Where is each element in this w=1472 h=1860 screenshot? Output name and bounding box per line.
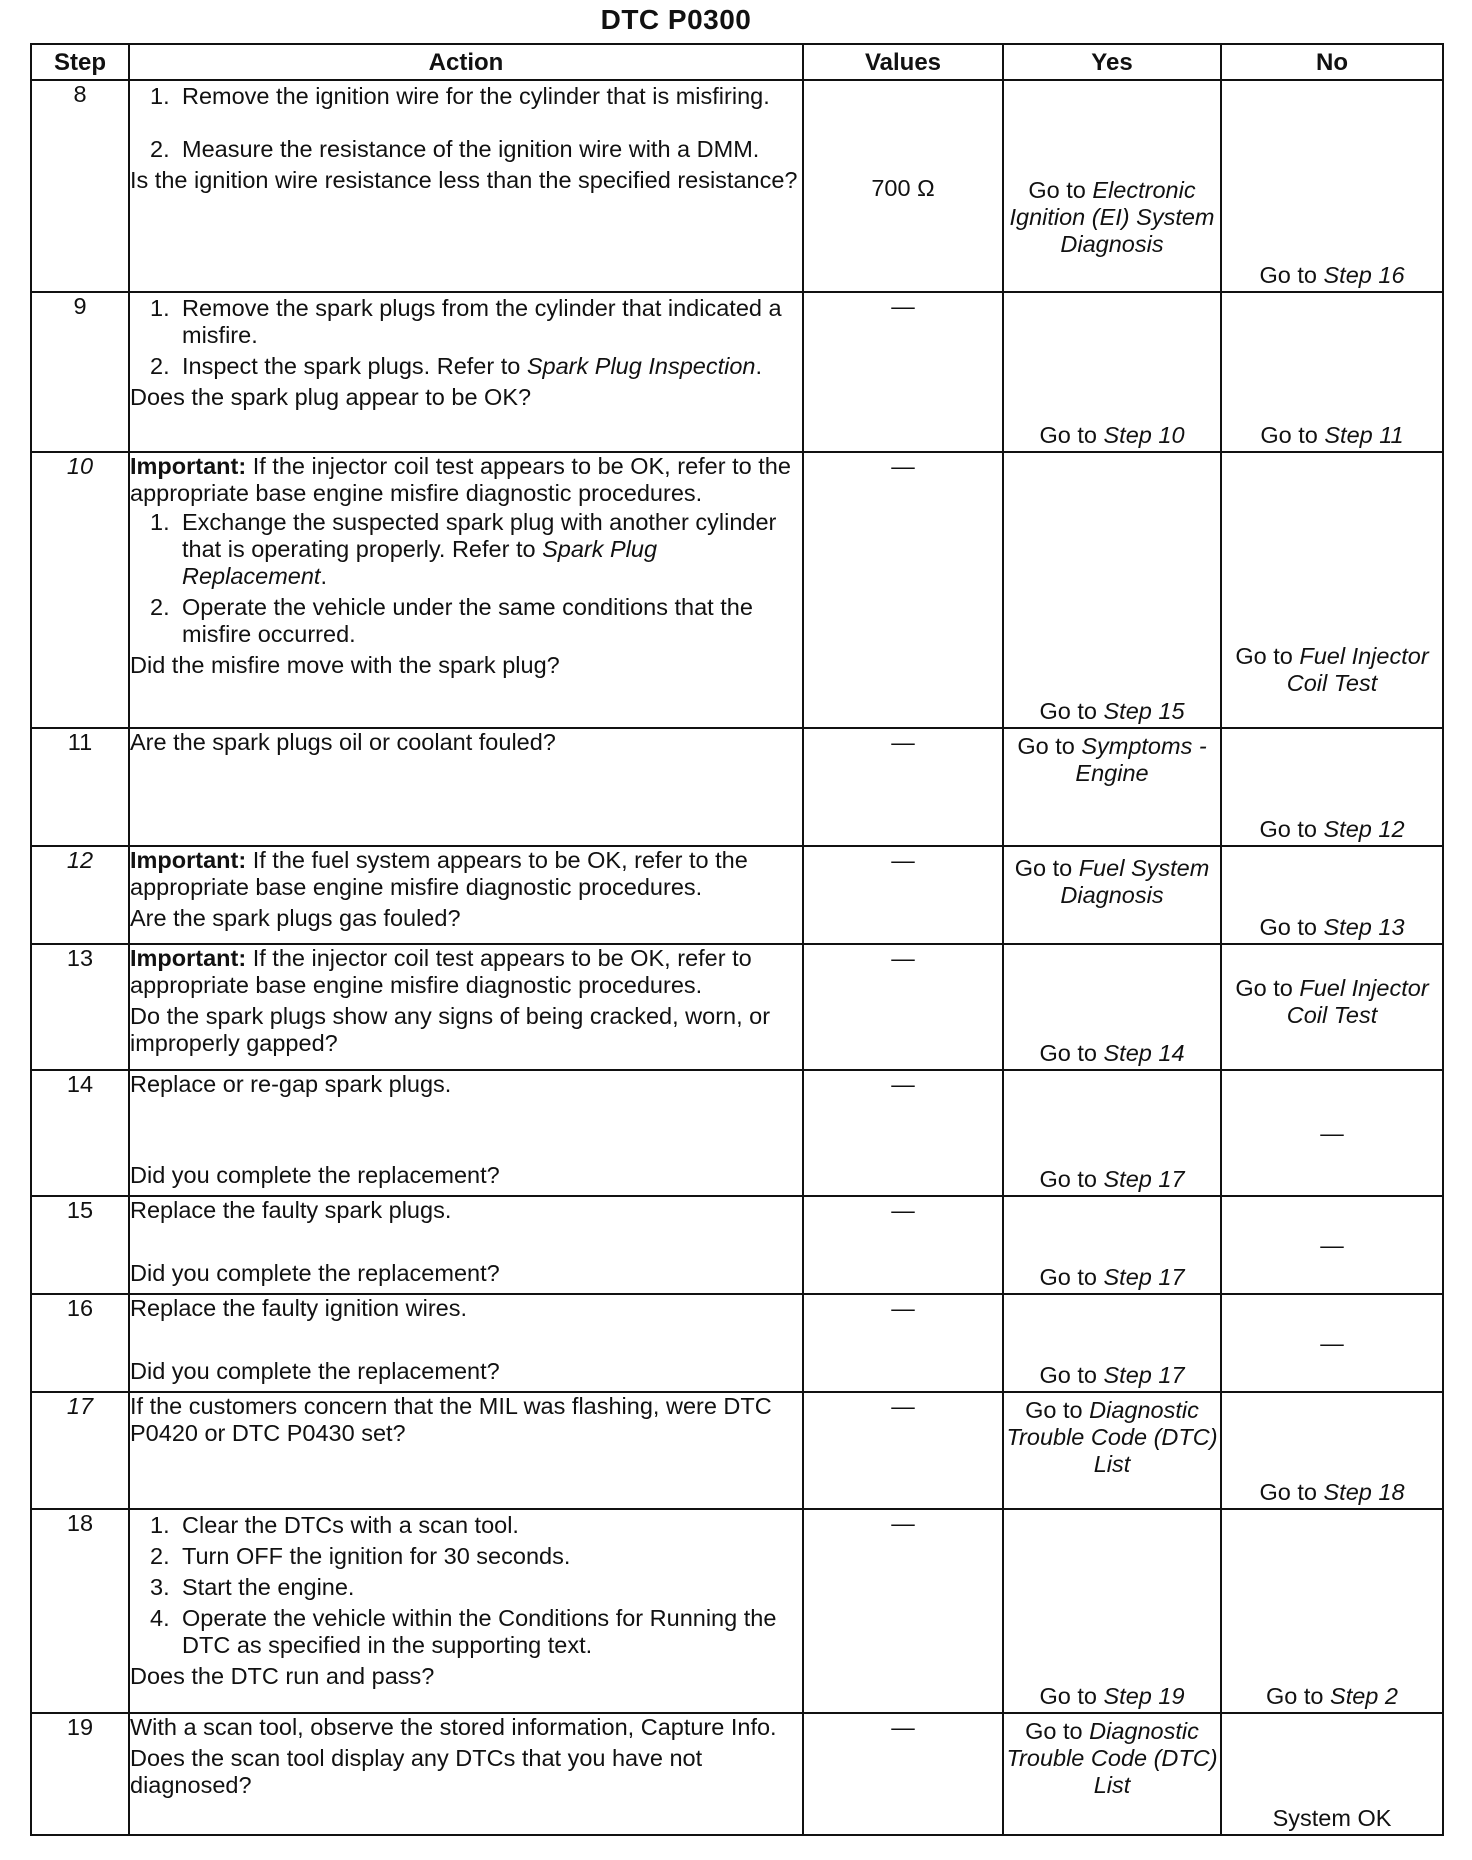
action-cell [129,1294,803,1392]
no-link[interactable]: Fuel Injector Coil Test [1286,643,1429,696]
action-step: 2. Inspect the spark plugs. Refer to Spark Plug Inspection. [150,353,762,379]
no-cell: Go to Step 12 [1221,728,1443,846]
action-question: Did you complete the replacement? [130,1162,500,1188]
action-cell [129,452,803,728]
yes-link[interactable]: Electronic Ignition (EI) System Diagnosis [1009,177,1215,257]
yes-cell: Go to Step 10 [1003,292,1221,452]
action-cell [129,944,803,1070]
table-row [31,846,1443,944]
step-number: 16 [31,1294,129,1392]
action-question: Does the DTC run and pass? [130,1663,435,1689]
no-cell: Go to Step 11 [1221,292,1443,452]
action-step: 2. Turn OFF the ignition for 30 seconds. [150,1543,571,1569]
action-cell [129,1509,803,1713]
value-cell: — [803,1196,1003,1294]
page-title: DTC P0300 [600,4,752,35]
yes-cell: Go to Step 17 [1003,1196,1221,1294]
action-cell [129,1196,803,1294]
table-row [31,292,1443,452]
yes-cell: Go to Step 14 [1003,944,1221,1070]
table-row [31,1196,1443,1294]
action-question: Does the spark plug appear to be OK? [130,384,532,410]
header-step: Step [31,44,129,80]
no-link[interactable]: Step 13 [1323,914,1405,940]
action-step: 4. Operate the vehicle within the Conditions for Running the DTC as specified in the supporting text. [150,1605,777,1658]
table-row [31,1713,1443,1835]
table-row [31,1509,1443,1713]
action-step: 1. Exchange the suspected spark plug with another cylinder that is operating properly. Refer to Spark Plug Replacement. [150,509,777,589]
yes-link[interactable]: Fuel System Diagnosis [1060,855,1210,908]
important-note: Important: If the injector coil test appears to be OK, refer to appropriate base engine misfire diagnostic procedures. [130,945,752,998]
action-question: Does the scan tool display any DTCs that you have not diagnosed? [130,1745,703,1798]
no-cell: Go to Fuel Injector Coil Test [1221,452,1443,728]
reference-link[interactable]: Spark Plug Replacement [182,536,658,589]
action-step: 2. Operate the vehicle under the same conditions that the misfire occurred. [150,594,753,647]
value-cell: — [803,292,1003,452]
no-link[interactable]: Fuel Injector Coil Test [1286,975,1429,1028]
yes-cell: Go to Step 17 [1003,1294,1221,1392]
table-row [31,1392,1443,1509]
table-row [31,944,1443,1070]
header-values: Values [803,44,1003,80]
action-question: If the customers concern that the MIL was flashing, were DTC P0420 or DTC P0430 set? [130,1393,772,1446]
important-note: Important: If the fuel system appears to be OK, refer to the appropriate base engine misfire diagnostic procedures. [130,847,748,900]
no-cell: Go to Step 16 [1221,80,1443,292]
value-cell: — [803,1294,1003,1392]
no-cell [1221,1713,1443,1835]
no-link[interactable]: Step 16 [1323,262,1405,288]
no-link[interactable]: Step 18 [1323,1479,1405,1505]
step-number: 8 [31,80,129,292]
yes-link[interactable]: Diagnostic Trouble Code (DTC) List [1006,1718,1218,1798]
action-question: Did you complete the replacement? [130,1358,500,1384]
no-cell: — [1221,1294,1443,1392]
step-number: 13 [31,944,129,1070]
action-cell [129,728,803,846]
action-cell [129,846,803,944]
step-number: 12 [31,846,129,944]
no-cell: Go to Step 2 [1221,1509,1443,1713]
no-link[interactable]: Step 2 [1330,1683,1398,1709]
yes-link[interactable]: Step 10 [1103,422,1185,448]
no-link[interactable]: Step 12 [1323,816,1405,842]
yes-link[interactable]: Diagnostic Trouble Code (DTC) List [1006,1397,1218,1477]
yes-link[interactable]: Step 17 [1103,1264,1185,1290]
action-cell [129,1713,803,1835]
action-step: 1. Clear the DTCs with a scan tool. [150,1512,519,1538]
action-step: 1. Remove the spark plugs from the cylinder that indicated a misfire. [150,295,782,348]
value-cell: — [803,1392,1003,1509]
yes-cell: Go to Step 19 [1003,1509,1221,1713]
table-row [31,1294,1443,1392]
yes-link[interactable]: Step 17 [1103,1166,1185,1192]
action-question: Is the ignition wire resistance less than the specified resistance? [130,167,798,193]
important-note: Important: If the injector coil test appears to be OK, refer to the appropriate base engine misfire diagnostic procedures. [130,453,791,506]
step-number: 9 [31,292,129,452]
action-cell [129,1392,803,1509]
value-cell: — [803,728,1003,846]
no-cell: — [1221,1070,1443,1196]
header-yes: Yes [1003,44,1221,80]
yes-cell: Go to Step 17 [1003,1070,1221,1196]
value-cell: — [803,452,1003,728]
step-number: 17 [31,1392,129,1509]
action-text: Replace or re-gap spark plugs. [130,1071,452,1097]
value-cell: — [803,846,1003,944]
yes-cell: Go to Diagnostic Trouble Code (DTC) List [1003,1713,1221,1835]
header-action: Action [129,44,803,80]
no-cell: Go to Fuel Injector Coil Test [1221,944,1443,1070]
yes-link[interactable]: Step 14 [1103,1040,1185,1066]
dtc-table [30,43,1444,1836]
action-question: Are the spark plugs oil or coolant fouled? [130,729,556,755]
value-cell: — [803,944,1003,1070]
yes-cell: Go to Symptoms - Engine [1003,728,1221,846]
step-number: 14 [31,1070,129,1196]
table-row [31,80,1443,292]
value-cell: — [803,1713,1003,1835]
value-cell: 700 Ω [803,80,1003,292]
action-text: With a scan tool, observe the stored information, Capture Info. [130,1714,777,1740]
reference-link[interactable]: Spark Plug Inspection [526,353,756,379]
action-text: Replace the faulty ignition wires. [130,1295,468,1321]
action-question: Do the spark plugs show any signs of being cracked, worn, or improperly gapped? [130,1003,771,1056]
header-no: No [1221,44,1443,80]
action-step: 2. Measure the resistance of the ignition wire with a DMM. [150,136,760,162]
table-row [31,1070,1443,1196]
action-cell [129,1070,803,1196]
action-step: 3. Start the engine. [150,1574,355,1600]
yes-cell: Go to Diagnostic Trouble Code (DTC) List [1003,1392,1221,1509]
step-number: 11 [31,728,129,846]
action-cell [129,80,803,292]
action-question: Did you complete the replacement? [130,1260,500,1286]
table-header-row [31,44,1443,80]
table-row [31,728,1443,846]
action-step: 1. Remove the ignition wire for the cylinder that is misfiring. [150,83,770,109]
step-number: 19 [31,1713,129,1835]
yes-link[interactable]: Step 17 [1103,1362,1185,1388]
no-cell: Go to Step 13 [1221,846,1443,944]
action-cell [129,292,803,452]
step-number: 10 [31,452,129,728]
yes-link[interactable]: Symptoms - Engine [1075,733,1207,786]
yes-link[interactable]: Step 15 [1103,698,1185,724]
system-ok-text: System OK [1272,1805,1392,1831]
value-cell: — [803,1070,1003,1196]
no-cell: Go to Step 18 [1221,1392,1443,1509]
yes-cell: Go to Step 15 [1003,452,1221,728]
yes-link[interactable]: Step 19 [1103,1683,1185,1709]
no-cell: — [1221,1196,1443,1294]
action-text: Replace the faulty spark plugs. [130,1197,452,1223]
table-row [31,452,1443,728]
action-question: Are the spark plugs gas fouled? [130,905,461,931]
step-number: 18 [31,1509,129,1713]
yes-cell: Go to Fuel System Diagnosis [1003,846,1221,944]
step-number: 15 [31,1196,129,1294]
yes-cell: Go to Electronic Ignition (EI) System Diagnosis [1003,80,1221,292]
value-cell: — [803,1509,1003,1713]
no-link[interactable]: Step 11 [1324,422,1404,448]
action-question: Did the misfire move with the spark plug? [130,652,560,678]
